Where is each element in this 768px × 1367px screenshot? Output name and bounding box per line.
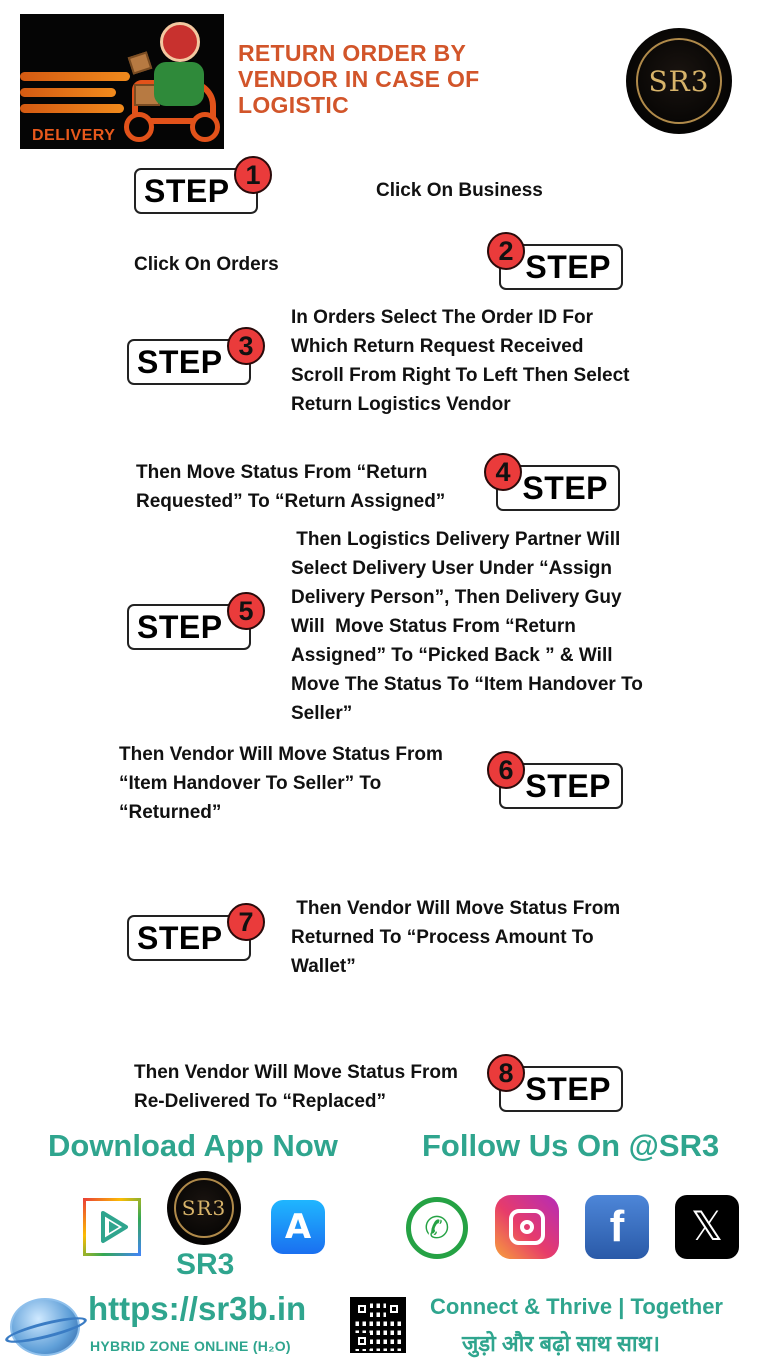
step-4-text: Then Move Status From “Return Requested” To “Return Assigned” [136, 462, 446, 512]
sr3-logo [626, 28, 732, 134]
download-heading: Download App Now [48, 1128, 338, 1163]
step-2-badge: STEP [499, 244, 623, 290]
step-6-text: Then Vendor Will Move Status From “Item Handover To Seller” To “Returned” [119, 744, 443, 823]
website-link[interactable]: https://sr3b.in [88, 1290, 307, 1327]
step-2-text: Click On Orders [134, 254, 279, 275]
play-store-icon[interactable] [83, 1198, 141, 1256]
step-8-text: Then Vendor Will Move Status From Re-Delivered To “Replaced” [134, 1062, 458, 1112]
x-icon[interactable]: 𝕏 [675, 1195, 739, 1259]
app-store-icon[interactable]: A [271, 1200, 325, 1254]
speed-streak [20, 104, 124, 113]
hindi-slogan: जुड़ो और बढ़ो साथ साथ। [462, 1331, 660, 1356]
follow-heading: Follow Us On @SR3 [422, 1128, 720, 1163]
step-7-badge: STEP [127, 915, 251, 961]
step-4-badge: STEP [496, 465, 620, 511]
delivery-hero-image [20, 14, 224, 149]
connect-slogan: Connect & Thrive | Together [430, 1294, 723, 1319]
play-triangle [93, 1208, 131, 1246]
bike-wheel [190, 112, 220, 142]
step-7-number: 7 [227, 903, 265, 941]
step-1-number: 1 [234, 156, 272, 194]
tagline: HYBRID ZONE ONLINE (H₂O) [90, 1338, 291, 1354]
parcel-box [128, 51, 153, 74]
facebook-icon[interactable]: f [585, 1195, 649, 1259]
rider-head [160, 22, 200, 62]
step-2-number: 2 [487, 232, 525, 270]
rider-body [154, 62, 204, 106]
qr-code-icon[interactable] [350, 1297, 406, 1353]
instagram-icon[interactable] [495, 1195, 559, 1259]
bike-wheel [124, 112, 154, 142]
step-7-text: Then Vendor Will Move Status From Returned To “Process Amount To Wallet” [291, 898, 626, 977]
app-name: SR3 [176, 1248, 235, 1281]
step-8-badge: STEP [499, 1066, 623, 1112]
globe-icon [10, 1298, 80, 1356]
step-5-number: 5 [227, 592, 265, 630]
sr3-app-logo [167, 1171, 241, 1245]
page-title: RETURN ORDER BY VENDOR IN CASE OF LOGISTIC [238, 40, 480, 118]
step-3-number: 3 [227, 327, 265, 365]
step-6-badge: STEP [499, 763, 623, 809]
step-1-text: Click On Business [376, 180, 543, 201]
logo-text: SR3 [181, 1196, 227, 1220]
whatsapp-icon[interactable]: ✆ [406, 1197, 468, 1259]
speed-streak [20, 72, 130, 81]
step-5-text: Then Logistics Delivery Partner Will Select Delivery User Under “Assign Delivery Person”, Then Delivery Guy Will Move Status From “Return Assigned” To “Picked Back ” & Will Move The Status To “Item Handover To Seller” [291, 529, 649, 724]
step-8-number: 8 [487, 1054, 525, 1092]
step-1-badge: STEP [134, 168, 258, 214]
step-6-number: 6 [487, 751, 525, 789]
step-4-number: 4 [484, 453, 522, 491]
step-3-text: In Orders Select The Order ID For Which Return Request Received Scroll From Right To Left Then Select Return Logistics Vendor [291, 307, 630, 415]
speed-streak [20, 88, 116, 97]
step-3-badge: STEP [127, 339, 251, 385]
delivery-badge: DELIVERY [32, 127, 116, 144]
logo-text: SR3 [648, 64, 710, 98]
step-5-badge: STEP [127, 604, 251, 650]
